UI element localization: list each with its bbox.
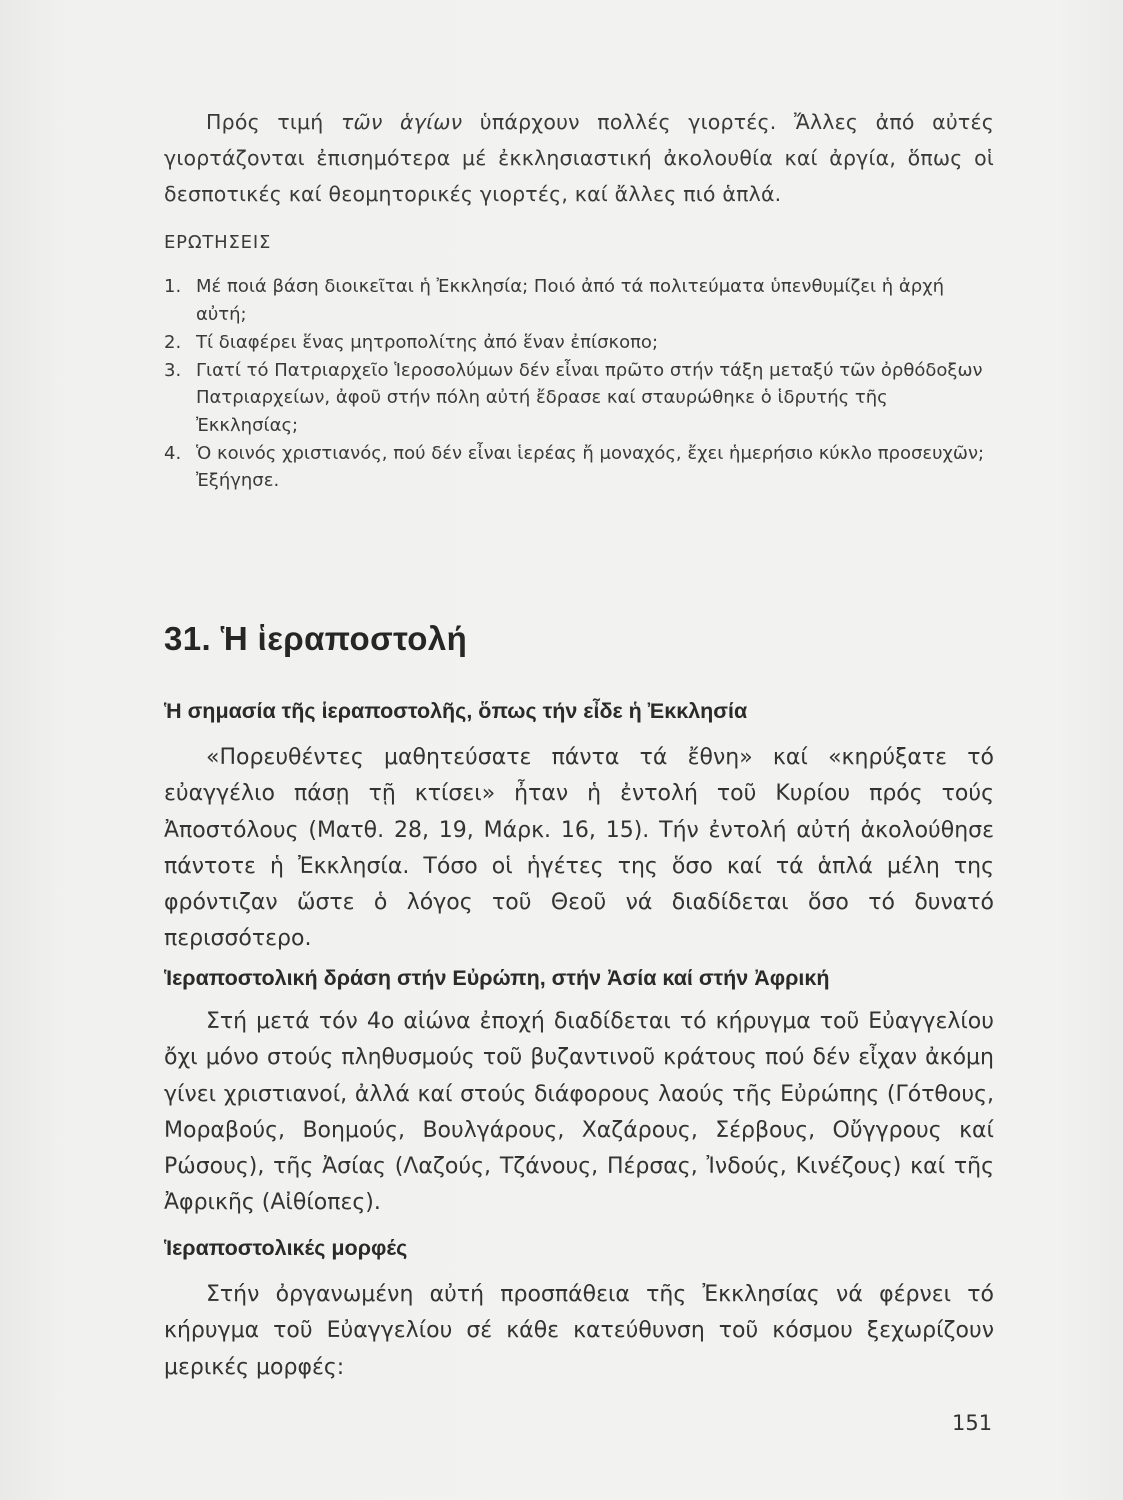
intro-text-start: Πρός τιμή	[206, 110, 341, 134]
section-body: Στή μετά τόν 4ο αἰώνα ἐποχή διαδίδεται τό κήρυγμα τοῦ Εὐαγγελίου ὄχι μόνο στούς πληθυσμούς τοῦ βυζαντινοῦ κράτους πού δέν εἶχαν ἀκόμη γίνει χριστιανοί, ἀλλά καί στούς διάφορους λαούς τῆς Εὐρώπης (Γότθους, Μοραβούς, Βοημούς, Βουλγάρους, Χαζάρους, Σέρβους, Οὔγγρους καί Ρώσους), τῆς Ἀσίας (Λαζούς, Τζάνους, Πέρσας, Ἰνδούς, Κινέζους) καί τῆς Ἀφρικῆς (Αἰθίοπες).	[164, 1009, 994, 1216]
question-number: 1.	[164, 276, 182, 297]
question-item	[164, 273, 994, 328]
intro-italic-phrase: τῶν ἁγίων	[340, 110, 463, 134]
section-missionary-figures	[164, 1233, 994, 1386]
section-heading: Ἡ σημασία τῆς ἱεραποστολῆς, ὅπως τήν εἶδε ἡ Ἐκκλησία	[164, 699, 748, 723]
section-body: «Πορευθέντες μαθητεύσατε πάντα τά ἔθνη» καί «κηρύξατε τό εὐαγγέλιο πάσῃ τῇ κτίσει» ἦταν ἡ ἐντολή τοῦ Κυρίου πρός τούς Ἀποστόλους (Ματθ. 28, 19, Μάρκ. 16, 15). Τήν ἐντολή αὐτή ἀκολούθησε πάντοτε ἡ Ἐκκλησία. Τόσο οἱ ἡγέτες της ὅσο καί τά ἁπλά μέλη της φρόντιζαν ὥστε ὁ λόγος τοῦ Θεοῦ νά διαδίδεται ὅσο τό δυνατό περισσότερο.	[164, 745, 994, 952]
question-text: Τί διαφέρει ἕνας μητροπολίτης ἀπό ἕναν ἐπίσκοπο;	[196, 331, 659, 353]
intro-paragraph	[164, 104, 994, 212]
question-text: Μέ ποιά βάση διοικεῖται ἡ Ἐκκλησία; Ποιό ἀπό τά πολιτεύματα ὑπενθυμίζει ἡ ἀρχή αὐτή;	[196, 276, 945, 325]
question-item	[164, 357, 994, 440]
page-number: 151	[952, 1411, 993, 1435]
section-missionary-action	[164, 963, 994, 1222]
question-number: 2.	[164, 331, 182, 353]
section-heading: Ἱεραποστολική δράση στήν Εὐρώπη, στήν Ἀσία καί στήν Ἀφρική	[164, 966, 830, 990]
questions-heading: ΕΡΩΤΗΣΕΙΣ	[164, 232, 272, 253]
chapter-title: 31. Ἡ ἱεραποστολή	[164, 620, 468, 657]
question-item	[164, 329, 994, 357]
question-text: Γιατί τό Πατριαρχεῖο Ἱεροσολύμων δέν εἶναι πρῶτο στήν τάξη μεταξύ τῶν ὀρθόδοξων Πατριαρχείων, ἀφοῦ στήν πόλη αὐτή ἔδρασε καί σταυρώθηκε ὁ ἱδρυτής τῆς Ἐκκλησίας;	[196, 359, 983, 436]
question-number: 3.	[164, 359, 182, 381]
section-body: Στήν ὀργανωμένη αὐτή προσπάθεια τῆς Ἐκκλησίας νά φέρνει τό κήρυγμα τοῦ Εὐαγγελίου σέ κάθε κατεύθυνση τοῦ κόσμου ξεχωρίζουν μερικές μορφές:	[164, 1282, 994, 1380]
question-item	[164, 440, 994, 495]
section-significance	[164, 696, 994, 958]
intro-text-end: ὑπάρχουν πολλές γιορτές. Ἄλλες ἀπό αὐτές γιορτάζονται ἐπισημότερα μέ ἐκκλησιαστική ἀκολουθία καί ἀργία, ὅπως οἱ δεσποτικές καί θεομητορικές γιορτές, καί ἄλλες πιό ἁπλά.	[164, 110, 994, 206]
question-number: 4.	[164, 442, 182, 464]
questions-list	[164, 273, 994, 495]
section-heading: Ἱεραποστολικές μορφές	[164, 1236, 408, 1260]
question-text: Ὁ κοινός χριστιανός, πού δέν εἶναι ἱερέας ἤ μοναχός, ἔχει ἡμερήσιο κύκλο προσευχῶν; Ἐξήγησε.	[196, 442, 985, 491]
